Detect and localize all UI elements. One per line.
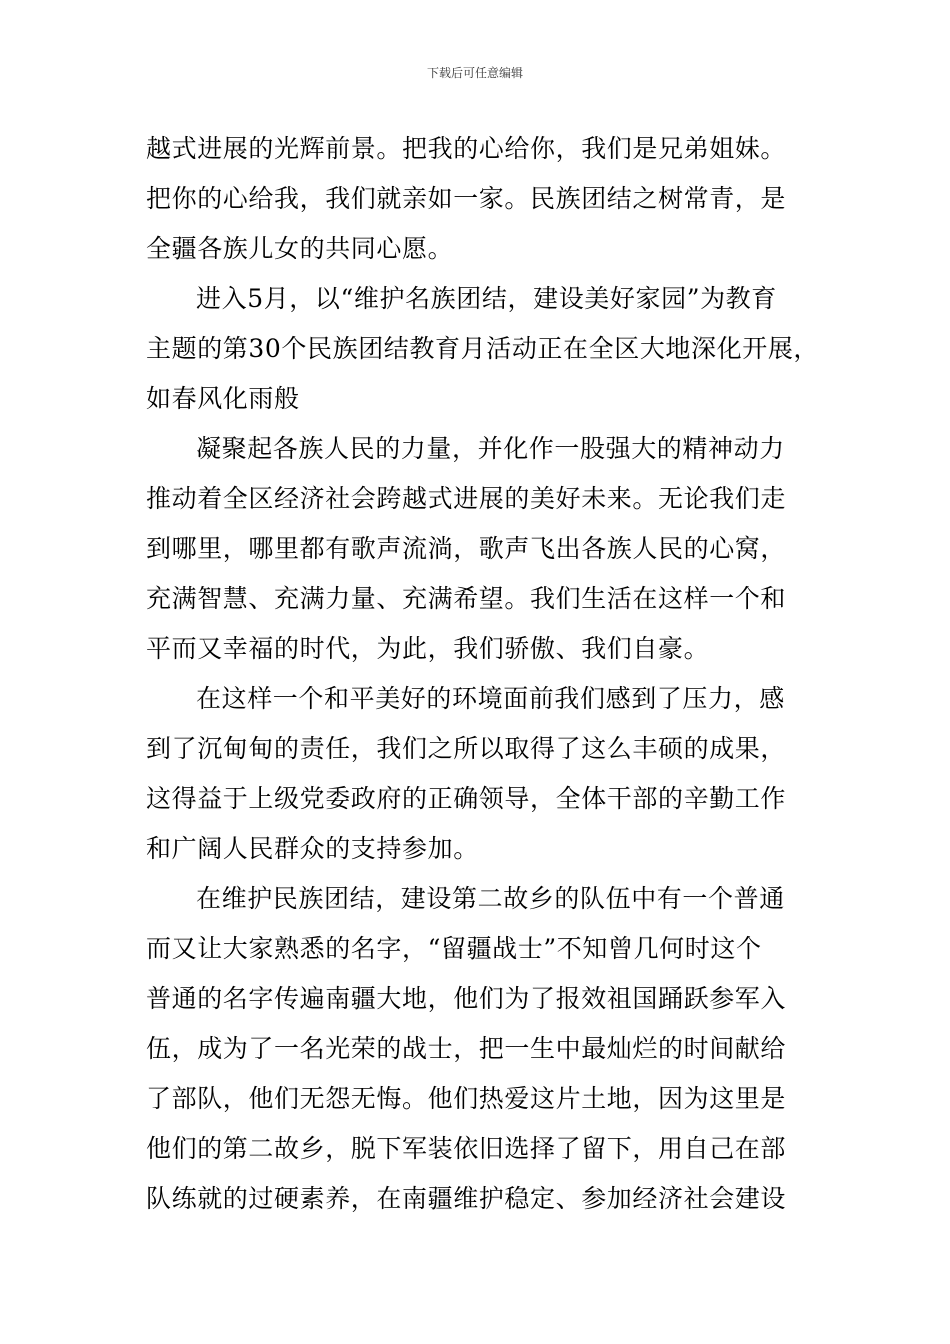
text-line: 而又让大家熟悉的名字，“留疆战士”不知曾几何时这个 xyxy=(146,934,762,963)
text-line: 越式进展的光辉前景。把我的心给你，我们是兄弟姐妹。 xyxy=(146,134,787,163)
text-line: 推动着全区经济社会跨越式进展的美好未来。无论我们走 xyxy=(146,484,787,513)
text-line: 如春风化雨般 xyxy=(146,384,300,413)
text-line: 全疆各族儿女的共同心愿。 xyxy=(146,234,454,263)
text-line: 和广阔人民群众的支持参加。 xyxy=(146,834,479,863)
text-line: 队练就的过硬素养，在南疆维护稳定、参加经济社会建设 xyxy=(146,1184,787,1213)
text-line: 伍，成为了一名光荣的战士，把一生中最灿烂的时间献给 xyxy=(146,1034,787,1063)
text-line: 平而又幸福的时代，为此，我们骄傲、我们自豪。 xyxy=(146,634,710,663)
paragraph-first-line: 凝聚起各族人民的力量，并化作一股强大的精神动力 xyxy=(196,434,785,463)
text-line: 普通的名字传遍南疆大地，他们为了报效祖国踊跃参军入 xyxy=(146,984,787,1013)
text-line: 他们的第二故乡，脱下军装依旧选择了留下，用自己在部 xyxy=(146,1134,787,1163)
text-line: 了部队，他们无怨无悔。他们热爱这片土地，因为这里是 xyxy=(146,1084,787,1113)
text-line: 把你的心给我，我们就亲如一家。民族团结之树常青，是 xyxy=(146,184,787,213)
text-line: 到哪里，哪里都有歌声流淌，歌声飞出各族人民的心窝， xyxy=(146,534,787,563)
text-line: 这得益于上级党委政府的正确领导，全体干部的辛勤工作 xyxy=(146,784,787,813)
paragraph-first-line: 在这样一个和平美好的环境面前我们感到了压力，感 xyxy=(196,684,785,713)
text-line: 充满智慧、充满力量、充满希望。我们生活在这样一个和 xyxy=(146,584,787,613)
text-line: 到了沉甸甸的责任，我们之所以取得了这么丰硕的成果， xyxy=(146,734,787,763)
paragraph-first-line: 进入5月，以“维护名族团结，建设美好家园”为教育 xyxy=(196,284,777,313)
page-header: 下载后可任意编辑 xyxy=(426,66,523,80)
paragraph-first-line: 在维护民族团结，建设第二故乡的队伍中有一个普通 xyxy=(196,884,785,913)
text-line: 主题的第30个民族团结教育月活动正在全区大地深化开展， xyxy=(146,334,820,363)
